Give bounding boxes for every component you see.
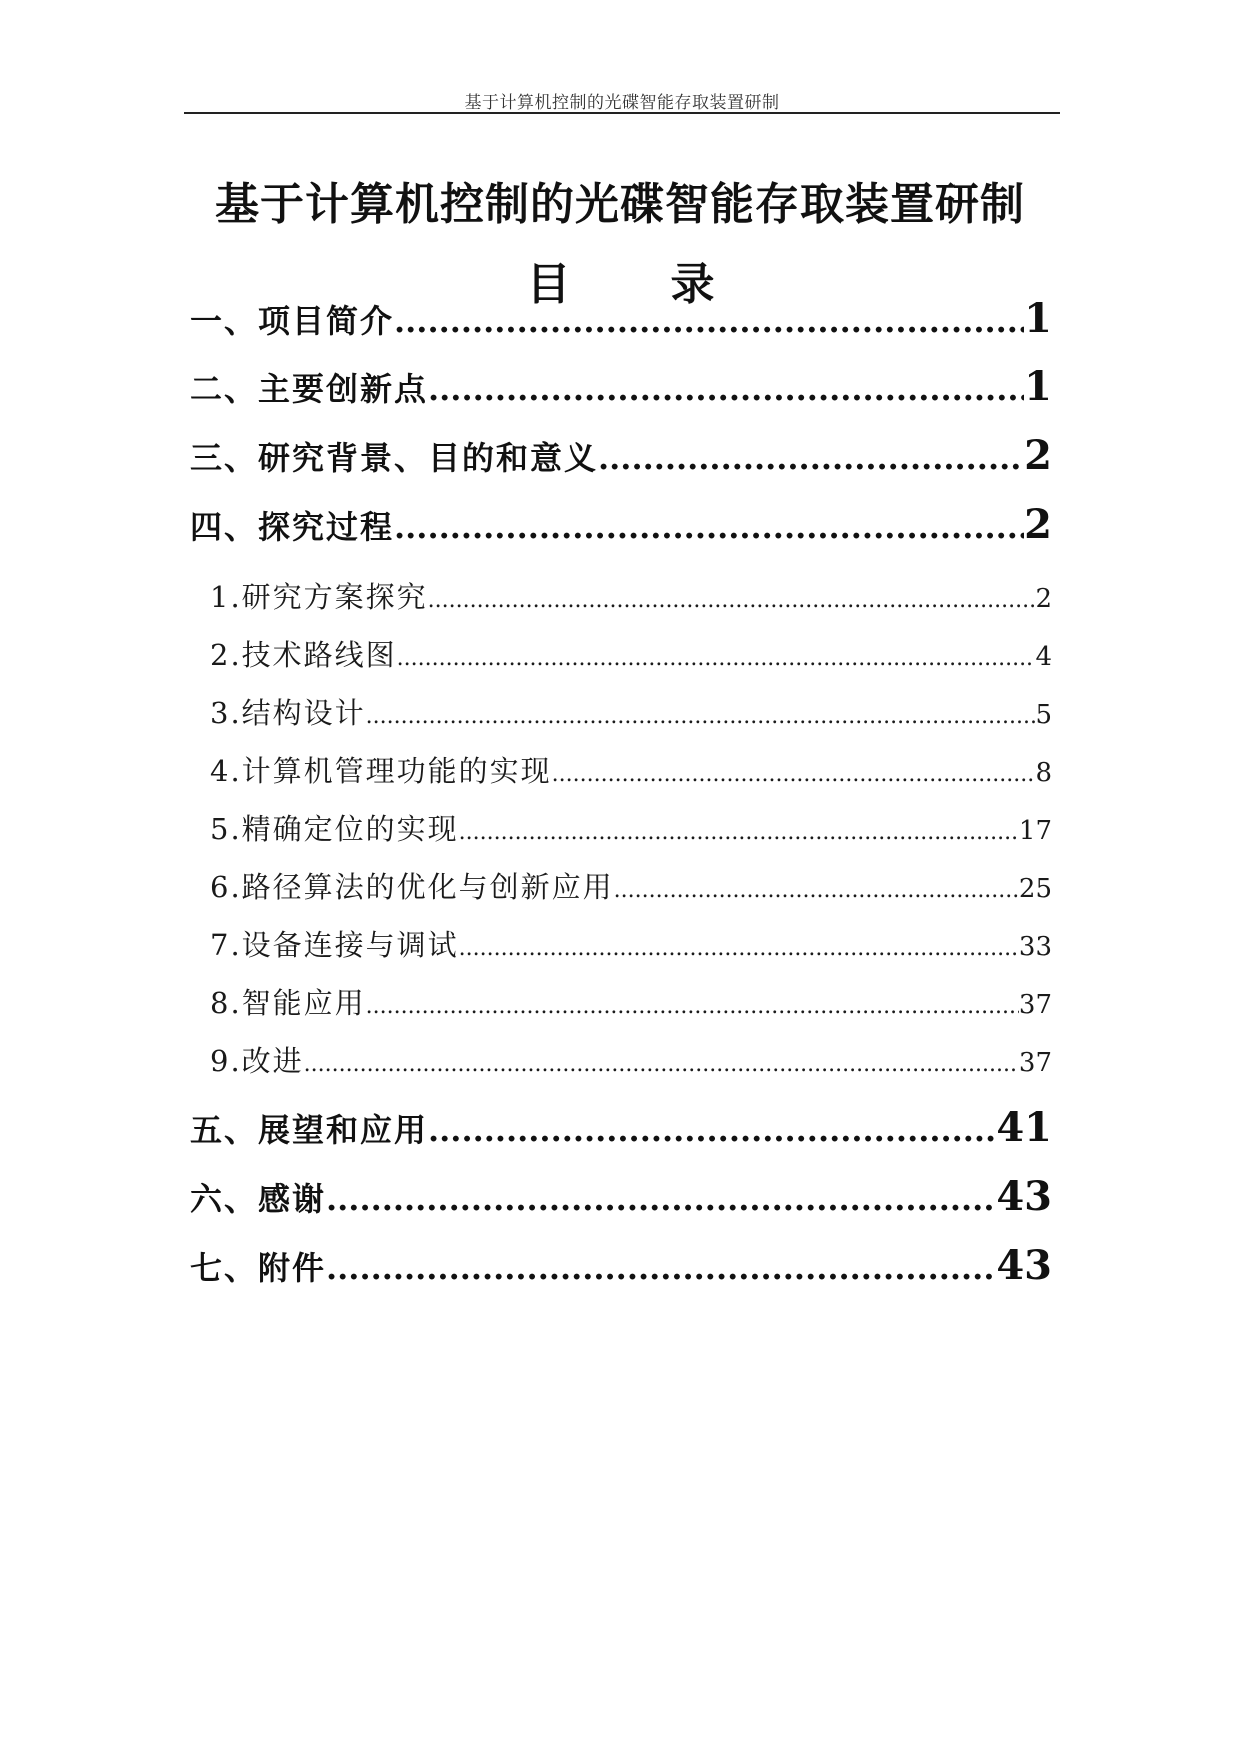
toc-dot-leader xyxy=(394,508,1024,546)
toc-dot-leader xyxy=(552,762,1036,787)
toc-entry-label: 四、探究过程 xyxy=(190,508,395,546)
toc-page-number: 8 xyxy=(1035,758,1052,788)
toc-entry-label: 六、感谢 xyxy=(190,1180,327,1218)
toc-page-number: 37 xyxy=(1018,990,1052,1020)
toc-dot-leader xyxy=(428,370,1024,408)
toc-entry-label: 6.路径算法的优化与创新应用 xyxy=(210,870,614,904)
toc-entry-label: 9.改进 xyxy=(210,1044,304,1078)
toc-entry-label: 5.精确定位的实现 xyxy=(210,812,459,846)
toc-dot-leader xyxy=(366,994,1019,1019)
toc-subentry-4[interactable] xyxy=(210,749,1052,793)
toc-entry-label: 三、研究背景、目的和意义 xyxy=(190,439,599,477)
toc-dot-leader xyxy=(366,704,1036,729)
toc-dot-leader xyxy=(459,936,1019,961)
toc-dot-leader xyxy=(304,1052,1019,1077)
toc-subentry-6[interactable] xyxy=(210,865,1052,909)
toc-entry-6[interactable] xyxy=(190,1173,1052,1233)
toc-entry-label: 7.设备连接与调试 xyxy=(210,928,459,962)
document-title: 基于计算机控制的光碟智能存取装置研制 xyxy=(215,179,1025,230)
toc-entry-7[interactable] xyxy=(190,1242,1052,1302)
toc-page-number: 43 xyxy=(996,1173,1052,1220)
toc-subentry-1[interactable] xyxy=(210,575,1052,619)
toc-page-number: 41 xyxy=(996,1104,1052,1151)
toc-page-number: 2 xyxy=(1024,432,1052,479)
toc-subentry-8[interactable] xyxy=(210,981,1052,1025)
toc-entry-3[interactable] xyxy=(190,432,1052,492)
toc-dot-leader xyxy=(326,1180,996,1218)
toc-page-number: 43 xyxy=(996,1242,1052,1289)
toc-page-number: 25 xyxy=(1018,874,1052,904)
toc-dot-leader xyxy=(459,820,1019,845)
toc-entry-5[interactable] xyxy=(190,1104,1052,1164)
toc-dot-leader xyxy=(428,588,1036,613)
toc-dot-leader xyxy=(326,1249,996,1287)
toc-entry-label: 4.计算机管理功能的实现 xyxy=(210,754,552,788)
header-rule xyxy=(184,112,1060,114)
toc-page-number: 2 xyxy=(1035,584,1052,614)
toc-subentry-2[interactable] xyxy=(210,633,1052,677)
toc-page-number: 37 xyxy=(1018,1048,1052,1078)
toc-page-number: 2 xyxy=(1024,501,1052,548)
toc-page-number: 1 xyxy=(1024,295,1052,342)
toc-subentry-5[interactable] xyxy=(210,807,1052,851)
toc-entry-4[interactable] xyxy=(190,501,1052,561)
toc-heading-char: 录 xyxy=(670,259,715,310)
toc-page-number: 33 xyxy=(1018,932,1052,962)
toc-entry-2[interactable] xyxy=(190,363,1052,423)
toc-entry-label: 一、项目简介 xyxy=(190,302,395,340)
toc-page-number: 17 xyxy=(1018,816,1052,846)
toc-dot-leader xyxy=(614,878,1019,903)
toc-entry-label: 二、主要创新点 xyxy=(190,370,429,408)
toc-page-number: 4 xyxy=(1035,642,1052,672)
toc-entry-label: 2.技术路线图 xyxy=(210,638,397,672)
toc-entry-label: 七、附件 xyxy=(190,1249,327,1287)
running-header: 基于计算机控制的光碟智能存取装置研制 xyxy=(464,93,780,113)
toc-page-number: 1 xyxy=(1024,363,1052,410)
toc-heading-char: 目 xyxy=(526,259,571,310)
toc-dot-leader xyxy=(598,439,1024,477)
toc-entry-label: 五、展望和应用 xyxy=(190,1111,429,1149)
toc-dot-leader xyxy=(428,1111,996,1149)
toc-entry-label: 3.结构设计 xyxy=(210,696,366,730)
toc-subentry-7[interactable] xyxy=(210,923,1052,967)
toc-subentry-9[interactable] xyxy=(210,1039,1052,1083)
toc-page-number: 5 xyxy=(1035,700,1052,730)
toc-subentry-3[interactable] xyxy=(210,691,1052,735)
toc-dot-leader xyxy=(397,646,1036,671)
toc-entry-label: 8.智能应用 xyxy=(210,986,366,1020)
toc-entry-1[interactable] xyxy=(190,295,1052,355)
toc-entry-label: 1.研究方案探究 xyxy=(210,580,428,614)
toc-dot-leader xyxy=(394,302,1024,340)
